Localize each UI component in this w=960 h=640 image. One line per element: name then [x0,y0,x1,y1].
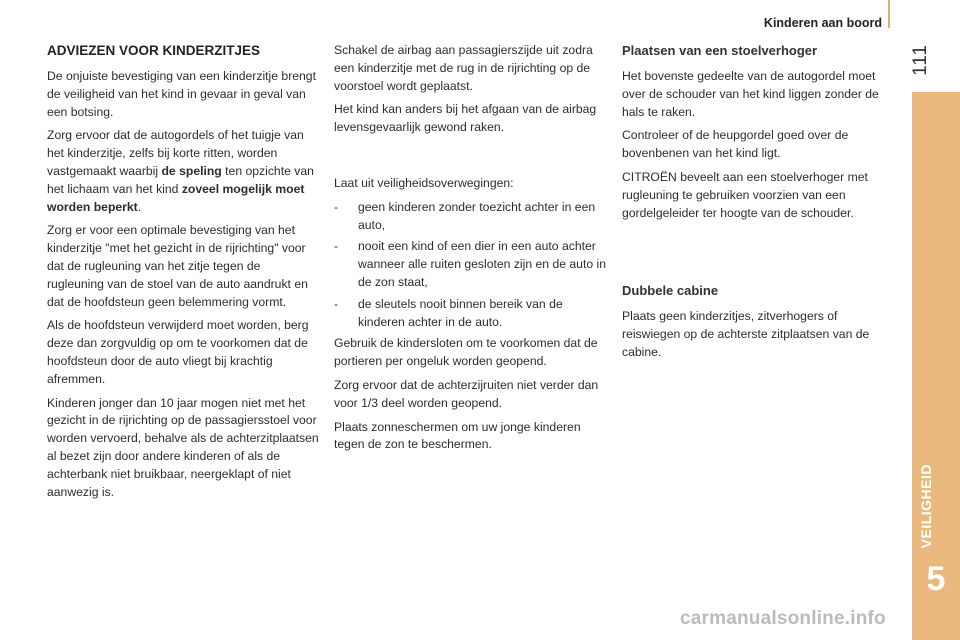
paragraph: Gebruik de kindersloten om te voorkomen dat de portieren per ongeluk worden geopend. [334,336,598,369]
list-item [334,238,606,291]
section-label: VEILIGHEID [918,464,934,549]
chapter-number: 5 [926,560,946,598]
text-run: ten opzichte van het lichaam van het kind [47,163,314,196]
paragraph: Het kind kan anders bij het afgaan van de airbag levensgevaarlijk gewond raken. [334,102,597,135]
paragraph: Als de hoofdsteun verwijderd moet worden, berg deze dan zorgvuldig op om te voorkomen dat de hoofdsteun door de auto vliegt bij krachtig afremmen. [47,318,309,386]
list-dash: - [334,239,339,254]
paragraph: Laat uit veiligheidsoverwegingen: [334,175,514,190]
list-dash: - [334,296,339,311]
list-item [334,296,606,332]
list-item-text: de sleutels nooit binnen bereik van de kinderen achter in de auto. [358,296,563,329]
subsection-heading: Dubbele cabine [622,283,719,299]
column-2 [334,42,606,460]
paragraph: Zorg ervoor dat de achterzijruiten niet verder dan voor 1/3 deel worden geopend. [334,377,599,410]
page-header-title: Kinderen aan boord [763,16,882,30]
paragraph: Het bovenste gedeelte van de autogordel moet over de schouder van het kind liggen zonder de hals te raken. [622,69,879,119]
header-divider [888,0,890,28]
paragraph: Plaats zonneschermen om uw jonge kinderen tegen de zon te beschermen. [334,419,581,452]
text-run: Zorg ervoor dat de autogordels of het tuigje van het kinderzitje, zelfs bij korte ritten, worden vastgemaakt waarbij [47,128,304,178]
paragraph: Kinderen jonger dan 10 jaar mogen niet met het gezicht in de rijrichting op de passagiersstoel voor worden vervoerd, behalve als de achterzitplaatsen al bezet zijn door andere kinderen of als de achterbank niet bruikbaar, neergeklapt of niet aanwezig is. [47,395,319,499]
text-run: . [137,199,142,214]
watermark: carmanualsonline.info [680,608,886,629]
column-1 [47,42,319,507]
paragraph: Plaats geen kinderzitjes, zitverhogers of reiswiegen op de achterste zitplaatsen van de cabine. [622,309,870,359]
column-3 [622,42,884,368]
paragraph-seatbelt [47,127,319,216]
subsection-heading: Plaatsen van een stoelverhoger [622,43,818,58]
chapter-side-tab [912,92,960,640]
safety-list [334,199,606,332]
paragraph: Schakel de airbag aan passagierszijde uit zodra een kinderzitje met de rug in de rijrichting op de voorstoel wordt geplaatst. [334,43,593,93]
list-item-text: geen kinderen zonder toezicht achter in een auto, [358,199,596,232]
bold-text: zoveel mogelijk moet worden beperkt [47,181,305,214]
section-heading: ADVIEZEN VOOR KINDERZITJES [47,43,261,58]
page-number: 111 [910,44,931,76]
list-dash: - [334,199,339,214]
list-item [334,199,606,235]
paragraph: De onjuiste bevestiging van een kinderzitje brengt de veiligheid van het kind in gevaar in geval van een botsing. [47,69,316,119]
paragraph: Zorg er voor een optimale bevestiging van het kinderzitje "met het gezicht in de rijrichting" voor dat de rugleuning van het zitje tegen de rugleuning van de stoel van de auto aandrukt en dat de hoofdsteun geen belemmering vormt. [47,223,308,309]
list-item-text: nooit een kind of een dier in een auto achter wanneer alle ruiten gesloten zijn en de auto in de zon staat, [358,239,606,289]
paragraph: CITROËN beveelt aan een stoelverhoger met rugleuning te gebruiken voorzien van een gordelgeleider ter hoogte van de schouder. [622,169,868,220]
paragraph: Controleer of de heupgordel goed over de bovenbenen van het kind ligt. [622,128,849,161]
bold-text: de speling [161,163,222,178]
